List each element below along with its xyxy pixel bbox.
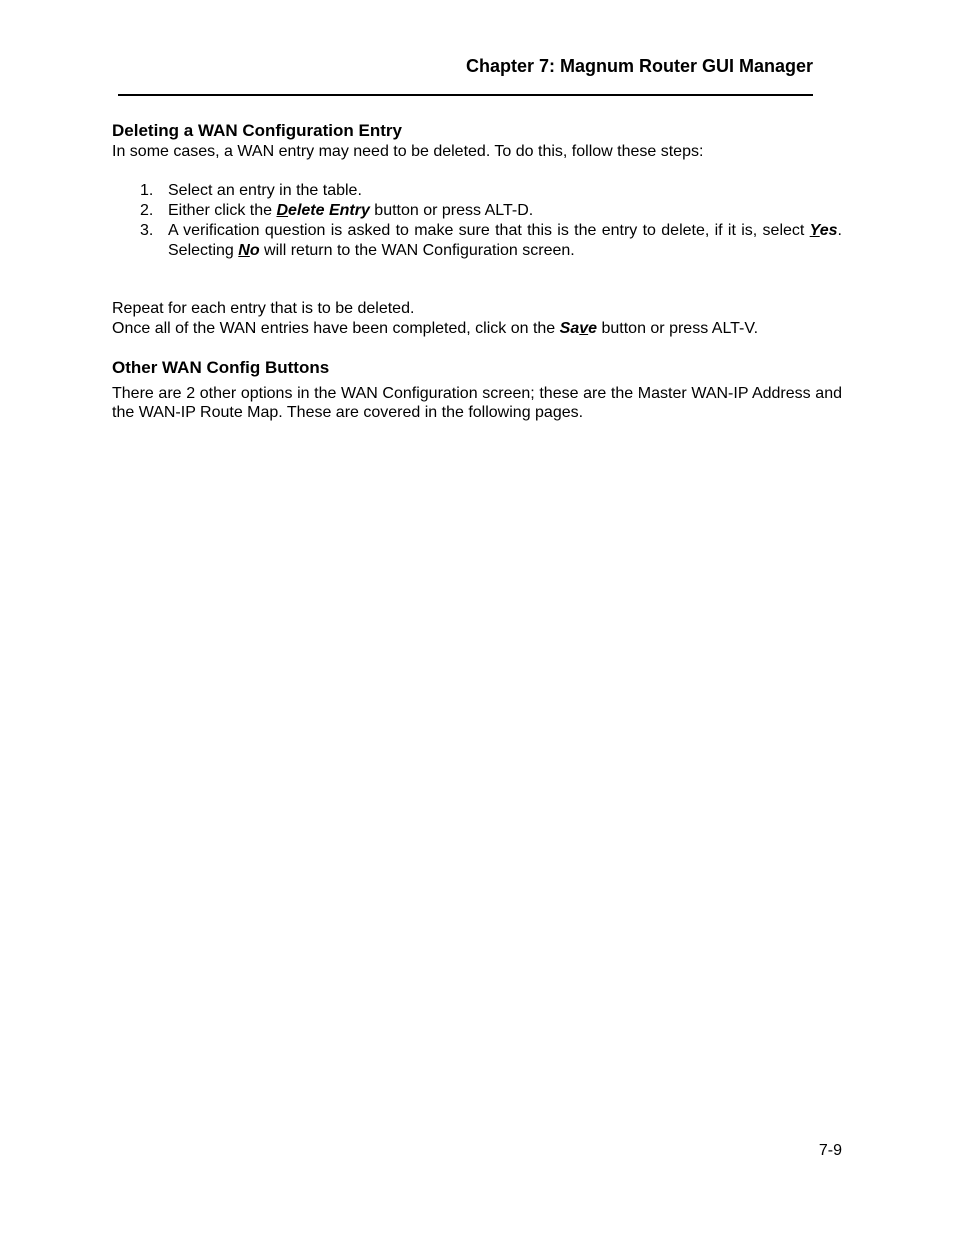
save-paragraph: Once all of the WAN entries have been completed, click on the Save button or press ALT-V. — [112, 320, 759, 337]
step-text-post: will return to the WAN Configuration screen. — [259, 242, 575, 259]
repeat-paragraph: Repeat for each entry that is to be deleted. — [112, 300, 415, 317]
list-item — [112, 181, 842, 201]
save-button-ref: Save — [559, 320, 598, 337]
yes-option-ref: Yes — [809, 222, 838, 239]
list-item — [112, 221, 842, 261]
list-item — [112, 201, 842, 221]
step-text-mid: . Selecting — [168, 222, 842, 259]
step-text: Select an entry in the table. — [168, 182, 362, 199]
page-number: 7-9 — [818, 1142, 842, 1159]
header-rule — [118, 94, 813, 96]
step-number: 3. — [140, 222, 154, 239]
delete-entry-button-ref: Delete Entry — [276, 202, 370, 219]
step-text-pre: A verification question is asked to make sure that this is the entry to delete, if it is, select — [168, 222, 810, 239]
other-buttons-paragraph: There are 2 other options in the WAN Configuration screen; these are the Master WAN-IP Address and the WAN-IP Route Map. These are covered in the following pages. — [112, 385, 842, 421]
no-option-ref: No — [238, 242, 260, 259]
chapter-header: Chapter 7: Magnum Router GUI Manager — [465, 56, 813, 76]
section-heading-deleting: Deleting a WAN Configuration Entry — [112, 121, 402, 140]
step-text-post: button or press ALT-D. — [369, 202, 534, 219]
steps-list — [112, 181, 842, 261]
step-number: 1. — [140, 182, 154, 199]
section-heading-other-buttons: Other WAN Config Buttons — [112, 358, 330, 377]
step-number: 2. — [140, 202, 154, 219]
step-text-pre: Either click the — [168, 202, 277, 219]
intro-paragraph: In some cases, a WAN entry may need to be deleted. To do this, follow these steps: — [112, 143, 704, 160]
